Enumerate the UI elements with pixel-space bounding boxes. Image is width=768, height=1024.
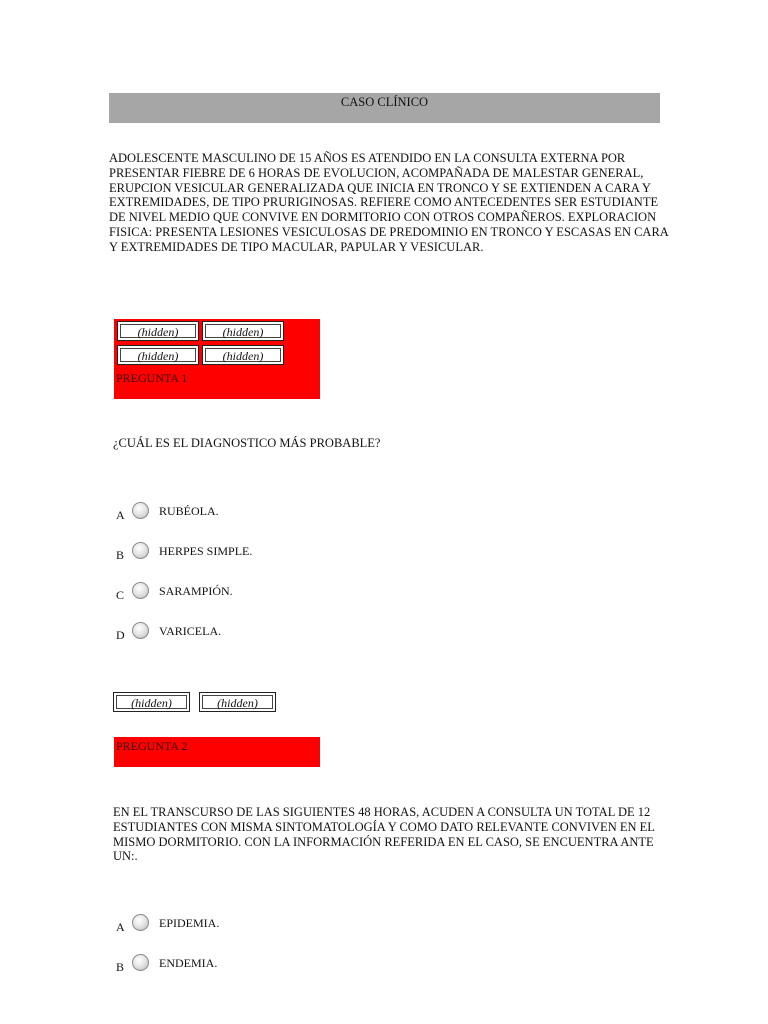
hidden-field[interactable]: (hidden): [113, 692, 190, 712]
option-label: RUBÉOLA.: [159, 504, 219, 518]
option-letter: B: [116, 960, 125, 974]
question-1-text: ¿CUÁL ES EL DIAGNOSTICO MÁS PROBABLE?: [113, 436, 381, 450]
radio-button[interactable]: [132, 582, 149, 599]
question-2-label: PREGUNTA 2: [116, 739, 188, 753]
option-label: ENDEMIA.: [159, 956, 218, 970]
question-1-header: [114, 319, 320, 399]
radio-button[interactable]: [132, 622, 149, 639]
question-1-label: PREGUNTA 1: [116, 371, 188, 385]
case-title: CASO CLÍNICO: [109, 93, 660, 123]
hidden-field[interactable]: (hidden): [117, 321, 199, 341]
option-letter: D: [116, 628, 125, 642]
radio-button[interactable]: [132, 542, 149, 559]
radio-button[interactable]: [132, 502, 149, 519]
hidden-field[interactable]: (hidden): [117, 345, 199, 365]
option-label: HERPES SIMPLE.: [159, 544, 253, 558]
question-2-text: EN EL TRANSCURSO DE LAS SIGUIENTES 48 HORAS, ACUDEN A CONSULTA UN TOTAL DE 12 ESTUDIANTES CON MISMA SINTOMATOLOGÍA Y COMO DATO RELEVANTE CONVIVEN EN EL MISMO DORMITORIO. CON LA INFORMACIÓN REFERIDA EN EL CASO, SE ENCUENTRA ANTE UN:.: [113, 805, 655, 864]
option-label: EPIDEMIA.: [159, 916, 220, 930]
radio-button[interactable]: [132, 954, 149, 971]
hidden-field[interactable]: (hidden): [202, 345, 284, 365]
option-label: SARAMPIÓN.: [159, 584, 233, 598]
option-label: VARICELA.: [159, 624, 222, 638]
question-2-header: [114, 737, 320, 767]
hidden-field[interactable]: (hidden): [199, 692, 276, 712]
hidden-field[interactable]: (hidden): [202, 321, 284, 341]
option-letter: A: [116, 508, 125, 522]
option-letter: A: [116, 920, 125, 934]
option-letter: C: [116, 588, 125, 602]
case-description: ADOLESCENTE MASCULINO DE 15 AÑOS ES ATENDIDO EN LA CONSULTA EXTERNA POR PRESENTAR FIEBRE DE 6 HORAS DE EVOLUCION, ACOMPAÑADA DE MALESTAR GENERAL, ERUPCION VESICULAR GENERALIZADA QUE INICIA EN TRONCO Y SE EXTIENDEN A CARA Y EXTREMIDADES, DE TIPO PRURIGINOSAS. REFIERE COMO ANTECEDENTES SER ESTUDIANTE DE NIVEL MEDIO QUE CONVIVE EN DORMITORIO CON OTROS COMPAÑEROS. EXPLORACION FISICA: PRESENTA LESIONES VESICULOSAS DE PREDOMINIO EN TRONCO Y ESCASAS EN CARA Y EXTREMIDADES DE TIPO MACULAR, PAPULAR Y VESICULAR.: [109, 151, 669, 254]
option-letter: B: [116, 548, 125, 562]
radio-button[interactable]: [132, 914, 149, 931]
